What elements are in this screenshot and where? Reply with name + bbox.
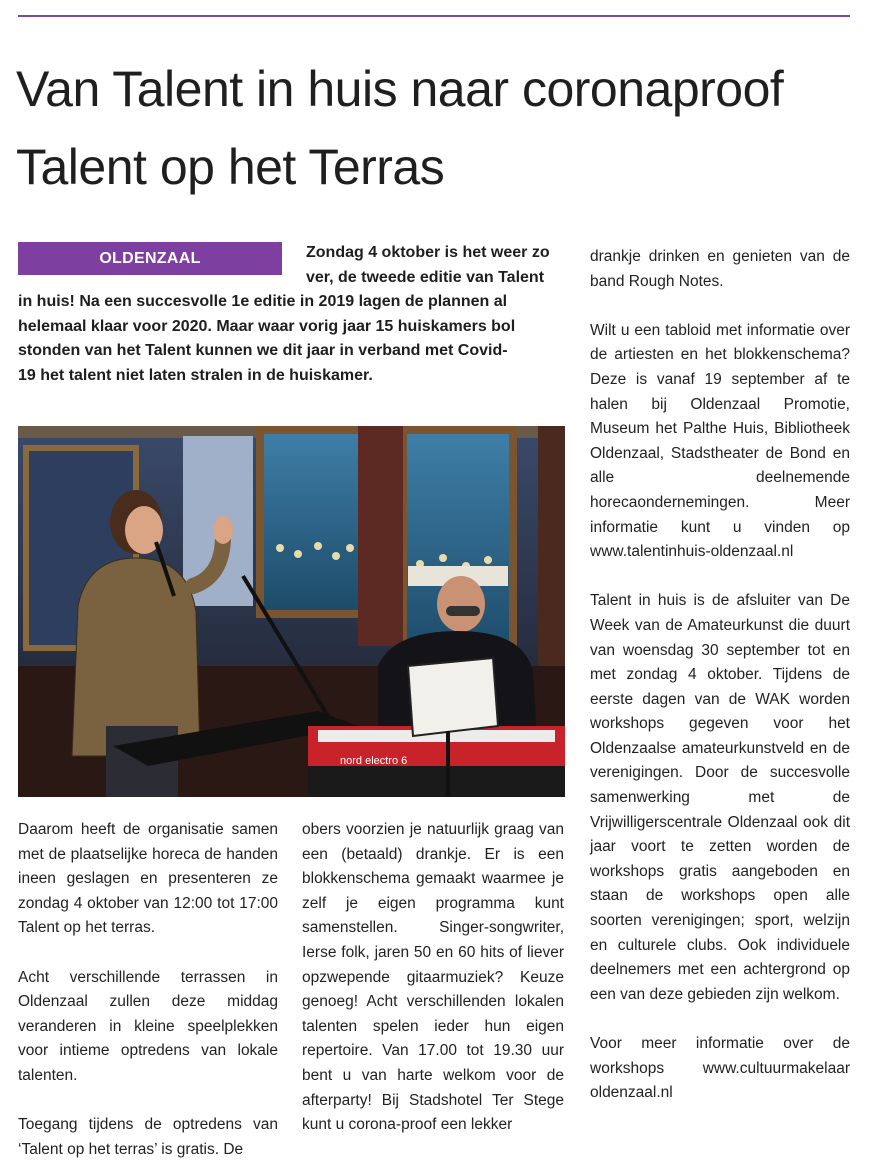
paragraph: Toegang tijdens de optredens van ‘Talent op het terras’ is gratis. De: [18, 1116, 278, 1158]
body-column-2: [302, 818, 564, 1138]
section-tag: OLDENZAAL: [18, 242, 282, 275]
paragraph: Acht verschillende terrassen in Oldenzaal zullen deze middag veranderen in kleine speelplekken voor intieme optredens van lokale talenten.: [18, 968, 278, 1084]
paragraph: Talent in huis is de afsluiter van De Week van de Amateurkunst die duurt van woensdag 30 september tot en met zondag 4 oktober. Tijdens de eerste dagen van de WAK worden workshops gegeven voor het Oldenzaalse amateurkunstveld en de verenigingen. Door de succesvolle samenwerking met de Vrijwilligerscentrale Oldenzaal ook dit jaar voort te zetten worden de workshops gratis aangeboden en staan de workshops open alle soorten verenigingen; sport, welzijn en culturele clubs. Ook individuele deelnemers met een achtergrond op een van deze gebieden zijn welkom.: [590, 592, 850, 1003]
lead-paragraph-start: [306, 241, 565, 290]
keyboard-brand-label: nord electro 6: [340, 755, 408, 767]
body-column-3: [590, 245, 850, 1106]
body-column-1: [18, 818, 278, 1162]
curtain: [358, 426, 403, 646]
top-rule: [18, 15, 850, 17]
lead-line: Zondag 4 oktober is het weer zo: [306, 244, 550, 261]
keyboard: [308, 726, 565, 797]
lead-line: stonden van het Talent kunnen we dit jaar in verband met Covid-: [18, 342, 508, 359]
paragraph: drankje drinken en genieten van de band Rough Notes.: [590, 248, 850, 290]
sheet-music: [408, 658, 498, 736]
lead-line: helemaal klaar voor 2020. Maar waar vorig jaar 15 huiskamers bol: [18, 317, 516, 335]
lead-line: ver, de tweede editie van Talent: [306, 268, 545, 286]
lead-line: 19 het talent niet laten stralen in de huiskamer.: [18, 366, 373, 384]
photo-illustration: [18, 426, 565, 797]
paragraph: Voor meer informatie over de workshops www.cultuurmakelaar oldenzaal.nl: [590, 1035, 850, 1102]
article-photo: [18, 426, 565, 797]
curtain-right: [538, 426, 565, 666]
article-headline: Van Talent in huis naar coronaproof Talent op het Terras: [16, 61, 784, 195]
paragraph: obers voorzien je natuurlijk graag van een (betaald) drankje. Er is een blokkenschema gemaakt waarmee je zelf je eigen programma kunt samenstellen. Singer-songwriter, Ierse folk, jaren 50 en 60 hits of liever opzwepende gitaarmuziek? Keuze genoeg! Acht verschillenden lokalen talenten spelen ieder hun eigen repertoire. Van 17.00 tot 19.30 uur bent u van harte welkom voor de afterparty! Bij Stadshotel Ter Stege kunt u corona-proof een lekker: [302, 821, 564, 1134]
paragraph: Daarom heeft de organisatie samen met de plaatselijke horeca de handen ineen geslagen en presenteren ze zondag 4 oktober van 12:00 tot 17:00 Talent op het terras.: [18, 821, 278, 937]
lead-line: in huis! Na een succesvolle 1e editie in 2019 lagen de plannen al: [18, 293, 508, 310]
window-left: [260, 430, 362, 614]
lead-paragraph-continued: [18, 290, 565, 388]
paragraph: Wilt u een tabloid met informatie over de artiesten en het blokkenschema? Deze is vanaf 19 september af te halen bij Oldenzaal Promotie, Museum het Palthe Huis, Bibliotheek Oldenzaal, Stadstheater de Bond en alle deelnemende horecaondernemingen. Meer informatie kunt u vinden op www.talentinhuis-oldenzaal.nl: [590, 321, 850, 561]
